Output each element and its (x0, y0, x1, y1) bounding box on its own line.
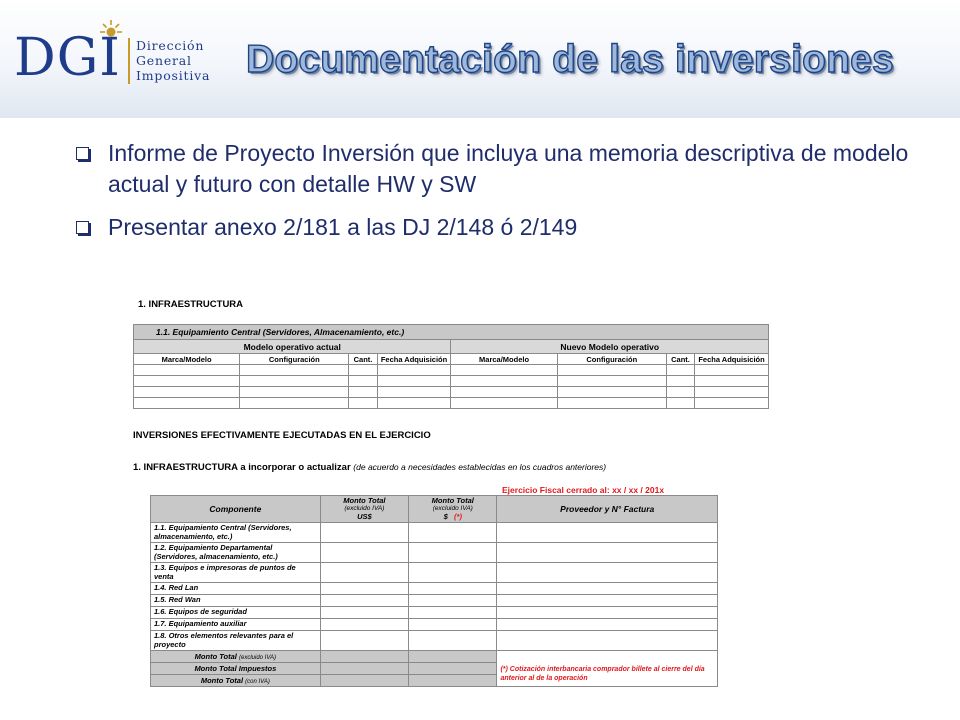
col-acquisition-date: Fecha Adquisición (695, 354, 769, 365)
logo-divider (128, 38, 130, 84)
org-line-2: General (136, 53, 192, 68)
bullet-list (76, 138, 936, 255)
total-row (151, 651, 718, 663)
col-total-pesos-line2: (excluido IVA) (432, 505, 473, 512)
col-provider-invoice: Proveedor y N° Factura (497, 496, 718, 523)
component-cell: 1.8. Otros elementos relevantes para el proyecto (151, 631, 321, 651)
table-row (151, 631, 718, 651)
bullet-item (76, 212, 936, 243)
table-row (134, 398, 769, 409)
slide-title: Documentación de las inversiones (246, 38, 894, 81)
section2-heading: INVERSIONES EFECTIVAMENTE EJECUTADAS EN EL EJERCICIO (133, 430, 431, 441)
bullet-text: Presentar anexo 2/181 a las DJ 2/148 ó 2/149 (108, 214, 578, 240)
component-cell: 1.5. Red Wan (151, 595, 321, 607)
bullet-text: Informe de Proyecto Inversión que incluya una memoria descriptiva de modelo actual y futuro con detalle HW y SW (108, 140, 909, 197)
exchange-rate-note: (*) Cotización interbancaria comprador billete al cierre del día anterior al de la operación (497, 651, 718, 687)
org-line-3: Impositiva (136, 68, 211, 83)
table-row (151, 607, 718, 619)
component-cell: 1.4. Red Lan (151, 583, 321, 595)
org-line-1: Dirección (136, 38, 205, 53)
col-configuration: Configuración (240, 354, 349, 365)
logo-wordmark: DGI (14, 28, 121, 88)
component-cell: 1.1. Equipamiento Central (Servidores, almacenamiento, etc.) (151, 523, 321, 543)
total-incl-vat-label (151, 675, 321, 687)
total-taxes-label (151, 663, 321, 675)
total-label-note: (con IVA) (245, 679, 270, 685)
table-row (151, 543, 718, 563)
col-total-usd-line2: (excluido IVA) (344, 505, 385, 512)
component-cell: 1.6. Equipos de seguridad (151, 607, 321, 619)
current-vs-new-model-table (133, 324, 769, 409)
group-new-model: Nuevo Modelo operativo (451, 340, 769, 354)
logo-org-name (136, 38, 210, 83)
footnote-mark: (*) (454, 512, 462, 521)
col-acquisition-date: Fecha Adquisición (377, 354, 451, 365)
checkbox-bullet-icon (76, 147, 89, 160)
section2-subheading-note: (de acuerdo a necesidades establecidas en los cuadros anteriores) (353, 462, 607, 472)
total-label: Monto Total (200, 676, 244, 685)
table-row (151, 563, 718, 583)
investments-table (150, 495, 718, 687)
currency-symbol: $ (443, 512, 448, 521)
table-row (134, 387, 769, 398)
section2-subheading (133, 462, 606, 473)
col-total-usd-line3: US$ (357, 512, 372, 521)
section2-subheading-text: 1. INFRAESTRUCTURA a incorporar o actualizar (133, 462, 351, 473)
table-row (151, 595, 718, 607)
bullet-item (76, 138, 936, 200)
col-configuration: Configuración (557, 354, 666, 365)
form-image (120, 292, 780, 712)
col-brand-model: Marca/Modelo (451, 354, 557, 365)
total-label-note: (excluido IVA) (238, 655, 277, 661)
table-row (134, 376, 769, 387)
checkbox-bullet-icon (76, 221, 89, 234)
fiscal-year-label: Ejercicio Fiscal cerrado al: xx / xx / 201x (502, 485, 665, 495)
table-row (151, 619, 718, 631)
total-excl-vat-label (151, 651, 321, 663)
dgi-logo (14, 18, 224, 90)
component-cell: 1.3. Equipos e impresoras de puntos de venta (151, 563, 321, 583)
component-cell: 1.2. Equipamiento Departamental (Servidores, almacenamiento, etc.) (151, 543, 321, 563)
col-total-pesos-line3 (412, 513, 493, 521)
col-total-usd-line1: Monto Total (343, 496, 386, 505)
table1-title: 1.1. Equipamiento Central (Servidores, Almacenamiento, etc.) (134, 325, 769, 340)
group-current-model: Modelo operativo actual (134, 340, 451, 354)
col-quantity: Cant. (349, 354, 377, 365)
component-cell: 1.7. Equipamiento auxiliar (151, 619, 321, 631)
col-component: Componente (151, 496, 321, 523)
table-row (151, 523, 718, 543)
total-label: Monto Total Impuestos (194, 664, 277, 673)
col-total-pesos-line1: Monto Total (431, 496, 474, 505)
col-total-pesos (409, 496, 497, 523)
col-brand-model: Marca/Modelo (134, 354, 240, 365)
table-row (151, 583, 718, 595)
col-quantity: Cant. (666, 354, 694, 365)
col-total-usd (320, 496, 408, 523)
table-row (134, 365, 769, 376)
section1-heading: 1. INFRAESTRUCTURA (138, 299, 244, 310)
total-label: Monto Total (194, 652, 237, 661)
